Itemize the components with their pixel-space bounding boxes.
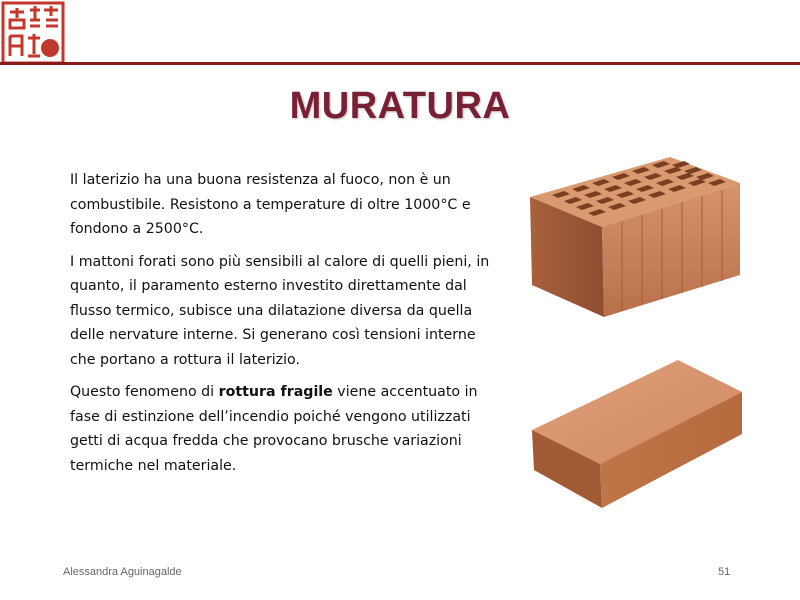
solid-brick-image — [520, 352, 750, 512]
perforated-brick-image — [512, 135, 752, 325]
page-number: 51 — [718, 566, 731, 578]
paragraph-fire-resistance: Il laterizio ha una buona resistenza al fuoco, non è un combustibile. Resistono a temperature di oltre 1000°C e fondono a 2500°C. — [70, 172, 471, 237]
footer-author: Alessandra Aguinagalde — [63, 566, 182, 578]
slide-title: MURATURA — [289, 85, 511, 127]
header-rule — [0, 62, 800, 65]
paragraph-brittle-fracture: Questo fenomeno di rottura fragile viene accentuato in fase di estinzione dell’incendio poiché vengono utilizzati getti di acqua fredda che provocano brusche variazioni termiche nel materiale. — [70, 384, 478, 474]
seal-logo-icon — [0, 0, 66, 66]
slide-body — [70, 168, 500, 486]
paragraph-perforated-bricks: I mattoni forati sono più sensibili al calore di quelli pieni, in quanto, il paramento esterno investito direttamente dal flusso termico, subisce una dilatazione diversa da quella delle nervature interne. Si generano così tensioni interne che portano a rottura il laterizio. — [70, 253, 490, 368]
